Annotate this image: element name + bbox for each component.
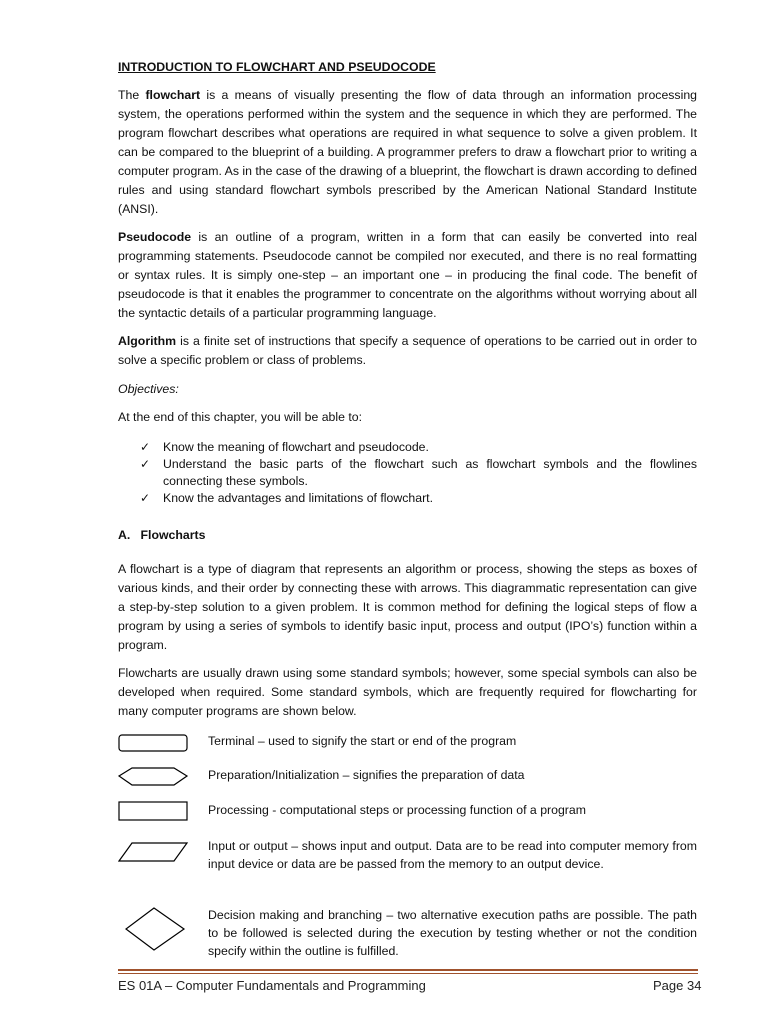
objectives-list — [118, 439, 697, 507]
input-output-symbol-icon — [118, 840, 190, 864]
footer-page-number: Page 34 — [653, 978, 702, 993]
footer-rule-thin — [118, 973, 698, 974]
terminal-description: Terminal – used to signify the start or end of the program — [208, 734, 517, 748]
footer-course-title: ES 01A – Computer Fundamentals and Programming — [118, 978, 426, 993]
checkmark-icon: ✓ — [140, 491, 151, 505]
checkmark-icon: ✓ — [140, 457, 151, 471]
symbol-row-decision — [118, 906, 697, 962]
input-output-description: Input or output – shows input and output. Data are to be read into computer memory from input device or data are be passed from the memory to an output device. — [208, 839, 697, 871]
objectives-label: Objectives: — [118, 382, 179, 396]
pseudocode-paragraph — [118, 228, 697, 323]
preparation-description: Preparation/Initialization – signifies the preparation of data — [208, 768, 525, 782]
objectives-intro: At the end of this chapter, you will be able to: — [118, 410, 363, 424]
algorithm-paragraph — [118, 332, 697, 370]
symbol-row-terminal — [118, 732, 697, 754]
flowchart-lead: The — [118, 88, 146, 102]
objective-item: ✓ Know the meaning of flowchart and pseudocode. — [140, 440, 429, 454]
decision-symbol-icon — [118, 906, 190, 956]
processing-description: Processing - computational steps or processing function of a program — [208, 803, 586, 817]
pseudocode-definition: is an outline of a program, written in a form that can easily be converted into real programming statements. Pseudocode cannot be compiled nor executed, and there is no real formatting or syntax rules. It is simply one-step – an important one – in producing the final code. The benefit of pseudocode is that it enables the programmer to concentrate on the algorithms without worrying about all the syntactic details of a particular programming language. — [118, 230, 697, 320]
flowchart-definition: is a means of visually presenting the flow of data through an information processing system, the operations performed within the system and the sequence in which they are performed. The program flowchart describes what operations are required in what sequence to solve a given problem. It can be compared to the blueprint of a building. A programmer prefers to draw a flowchart prior to writing a computer program. As in the case of the drawing of a blueprint, the flowchart is drawn according to defined rules and using standard flowchart symbols prescribed by the American National Standard Institute (ANSI). — [118, 88, 697, 216]
preparation-symbol-icon — [118, 766, 190, 788]
flowchart-paragraph — [118, 86, 697, 219]
processing-symbol-icon — [118, 800, 190, 822]
algorithm-definition: is a finite set of instructions that specify a sequence of operations to be carried out in order to solve a specific problem or class of problems. — [118, 334, 697, 367]
symbol-row-processing — [118, 800, 697, 822]
objective-item: ✓ Understand the basic parts of the flowchart such as flowchart symbols and the flowlines connecting these symbols. — [140, 457, 697, 488]
footer-rule-thick — [118, 969, 698, 971]
pseudocode-term: Pseudocode — [118, 230, 192, 244]
decision-description: Decision making and branching – two alternative execution paths are possible. The path to be followed is selected during the execution by testing whether or not the condition specify within the outline is fulfilled. — [208, 908, 697, 958]
terminal-symbol-icon — [118, 732, 190, 754]
standard-symbols-paragraph: Flowcharts are usually drawn using some standard symbols; however, some special symbols can also be developed when required. Some standard symbols, which are frequently required for flowcharting for many computer programs are shown below. — [118, 666, 697, 718]
symbol-row-input-output — [118, 837, 697, 877]
section-heading-flowcharts: A. Flowcharts — [118, 528, 206, 542]
flowchart-description-paragraph: A flowchart is a type of diagram that represents an algorithm or process, showing the steps as boxes of various kinds, and their order by connecting these with arrows. This diagrammatic representation can give a step-by-step solution to a given problem. It is common method for defining the logical steps of flow a program by using a series of symbols to identify basic input, process and output (IPO’s) function within a program. — [118, 562, 697, 652]
checkmark-icon: ✓ — [140, 440, 151, 454]
flowchart-term: flowchart — [145, 88, 201, 102]
objective-item: ✓ Know the advantages and limitations of flowchart. — [140, 491, 434, 505]
document-title: INTRODUCTION TO FLOWCHART AND PSEUDOCODE — [118, 60, 436, 74]
algorithm-term: Algorithm — [118, 334, 177, 348]
symbol-row-preparation — [118, 766, 697, 788]
